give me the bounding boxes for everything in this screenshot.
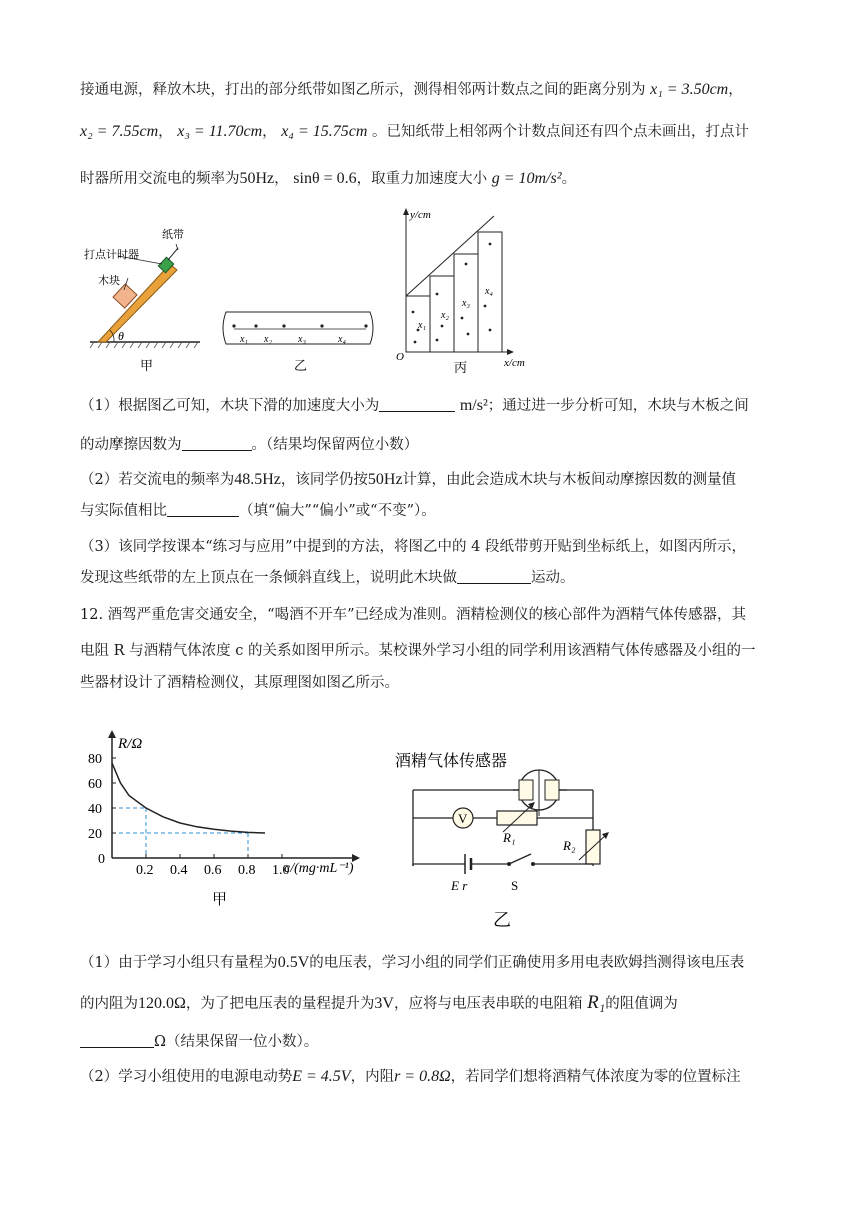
value-x1: x₁ = 3.50cm bbox=[650, 81, 729, 98]
caption-bing: 丙 bbox=[454, 361, 468, 376]
value-freq-3: 50Hz bbox=[367, 471, 403, 488]
block-label: 木块 bbox=[98, 274, 120, 287]
answer-blank-friction[interactable] bbox=[182, 436, 252, 451]
q11-3-text-a: （3）该同学按课本“练习与应用”中提到的方法，将图乙中的 4 段纸带剪开贴到坐标纸上，如图丙所示， bbox=[80, 539, 746, 555]
q11-part3-line2 bbox=[80, 568, 575, 588]
origin-label: O bbox=[396, 351, 404, 363]
answer-blank-bias[interactable] bbox=[167, 502, 239, 517]
q11-part2-line2 bbox=[80, 501, 436, 521]
caption-yi: 乙 bbox=[294, 359, 308, 374]
intro-text: 接通电源，释放木块，打出的部分纸带如图乙所示，测得相邻两计数点之间的距离分别为 bbox=[80, 82, 646, 98]
chart-y-tick-label: 0 bbox=[98, 852, 105, 867]
intro-text-4: ，取重力加速度大小 bbox=[356, 171, 488, 187]
value-x4: x₄ = 15.75cm bbox=[281, 123, 368, 140]
axis-x-label: x/cm bbox=[504, 357, 525, 369]
q12-1-text-g: Ω（结果保留一位小数）。 bbox=[154, 1034, 319, 1050]
q11-part2-line1 bbox=[80, 470, 736, 490]
chart-axes bbox=[108, 730, 360, 862]
resistance-chart bbox=[80, 726, 400, 916]
q11-1-text-c: 的动摩擦因数为 bbox=[80, 437, 182, 453]
q12-part1-line3 bbox=[80, 1032, 318, 1052]
strip-x4: x₄ bbox=[485, 286, 493, 297]
q12-text-1: 12. 酒驾严重危害交通安全，“喝酒不开车”已经成为准则。酒精检测仪的核心部件为酒精气体传感器，其 bbox=[80, 607, 746, 623]
value-sin: sinθ = 0.6 bbox=[293, 170, 357, 187]
chart-x-tick-label: 0.8 bbox=[238, 863, 256, 878]
chart-x-tick-label: 1.0 bbox=[272, 863, 290, 878]
tape-x1: x₁ bbox=[240, 334, 248, 345]
value-x3: x₃ = 11.70cm bbox=[177, 123, 263, 140]
q11-part1-line1 bbox=[80, 396, 749, 416]
value-internal-resistance: 120.0Ω bbox=[138, 995, 186, 1012]
tape-x4: x₄ bbox=[338, 334, 346, 345]
incline-figure bbox=[84, 227, 200, 374]
q12-1-text-a: （1）由于学习小组只有量程为 bbox=[80, 955, 278, 971]
chart-y-tick-label: 80 bbox=[88, 752, 102, 767]
value-r1: R₁ bbox=[587, 992, 606, 1013]
switch-label: S bbox=[511, 878, 519, 893]
tape-x3: x₃ bbox=[298, 334, 306, 345]
tape-x2: x₂ bbox=[264, 334, 272, 345]
q11-3-text-b: 发现这些纸带的左上顶点在一条倾斜直线上，说明此木块做 bbox=[80, 570, 457, 586]
intro-text-3: 时器所用交流电的频率为 bbox=[80, 171, 240, 187]
tape-figure bbox=[223, 312, 373, 374]
chart-y-label: R/Ω bbox=[118, 736, 143, 752]
value-freq: 50Hz bbox=[239, 170, 275, 187]
timer-label: 打点计时器 bbox=[84, 248, 139, 261]
q11-1-text-a: （1）根据图乙可知，木块下滑的加速度大小为 bbox=[80, 398, 380, 414]
strip-x1: x₁ bbox=[418, 320, 426, 331]
q12-2-text-c: ，若同学们想将酒精气体浓度为零的位置标注 bbox=[450, 1069, 741, 1085]
strip-x2: x₂ bbox=[441, 310, 449, 321]
q12-part2-line1 bbox=[80, 1067, 741, 1087]
chart-tick-labels bbox=[88, 752, 290, 878]
intro-line-2: x₂ = 7.55cm， x₃ = 11.70cm， x₄ = 15.75cm 。已知纸带上相邻两个计数点间还有四个点未画出，打点计 bbox=[80, 123, 750, 140]
circuit-caption: 乙 bbox=[493, 910, 511, 931]
q11-2-text-c: 计算，由此会造成木块与木板间动摩擦因数的测量值 bbox=[402, 472, 737, 488]
value-emf: E = 4.5V bbox=[292, 1068, 351, 1085]
q12-1-text-f: 的阻值调为 bbox=[605, 996, 678, 1012]
q11-1-text-b: ；通过进一步分析可知，木块与木板之间 bbox=[487, 398, 749, 414]
answer-blank-motion[interactable] bbox=[457, 569, 531, 584]
q11-part1-line2 bbox=[80, 435, 418, 455]
q11-2-text-e: （填“偏大”“偏小”或“不变”）。 bbox=[239, 503, 436, 519]
chart-x-label: c/(mg·mL⁻¹) bbox=[284, 861, 354, 876]
value-x2: x₂ = 7.55cm bbox=[80, 123, 159, 140]
q12-1-text-e: ，应将与电压表串联的电阻箱 bbox=[393, 996, 583, 1012]
strip-x3: x₃ bbox=[462, 298, 470, 309]
chart-x-tick-label: 0.2 bbox=[136, 863, 154, 878]
theta-label: θ bbox=[118, 329, 124, 343]
q12-line1 bbox=[80, 605, 746, 625]
chart-x-tick-label: 0.4 bbox=[170, 863, 188, 878]
q11-1-text-d: 。（结果均保留两位小数） bbox=[251, 437, 419, 453]
r1-resistor bbox=[497, 811, 537, 825]
switch-icon bbox=[509, 854, 531, 864]
q12-part1-line1 bbox=[80, 953, 744, 973]
chart-y-tick-label: 60 bbox=[88, 777, 102, 792]
chart-y-tick-label: 20 bbox=[88, 827, 102, 842]
value-freq-2: 48.5Hz bbox=[234, 471, 281, 488]
unit-ms2: m/s² bbox=[459, 397, 488, 414]
q12-1-text-c: 的内阻为 bbox=[80, 996, 138, 1012]
value-range-3v: 3V bbox=[374, 995, 394, 1012]
q12-line3 bbox=[80, 673, 399, 693]
figure-11 bbox=[80, 200, 560, 380]
axis-y-label: y/cm bbox=[410, 209, 431, 221]
q12-1-text-b: 的电压表，学习小组的同学们正确使用多用电表欧姆挡测得该电压表 bbox=[309, 955, 745, 971]
caption-jia: 甲 bbox=[140, 359, 154, 374]
q12-text-3: 些器材设计了酒精检测仪，其原理图如图乙所示。 bbox=[80, 675, 399, 691]
value-g: g = 10m/s² bbox=[491, 170, 562, 187]
strip-figure bbox=[396, 208, 525, 376]
tape-label: 纸带 bbox=[162, 228, 184, 241]
q11-3-text-c: 运动。 bbox=[531, 570, 575, 586]
answer-blank-r1[interactable] bbox=[80, 1033, 154, 1048]
q11-part3-line1 bbox=[80, 537, 746, 557]
chart-y-arrow bbox=[108, 730, 116, 738]
r2-label: R₂ bbox=[563, 838, 576, 853]
intro-line-1: 接通电源，释放木块，打出的部分纸带如图乙所示，测得相邻两计数点之间的距离分别为 x₁ = 3.50cm， bbox=[80, 81, 743, 98]
circuit-diagram bbox=[395, 742, 635, 932]
chart-guides bbox=[112, 808, 248, 858]
voltmeter-label: V bbox=[458, 811, 468, 826]
q12-2-text-a: （2）学习小组使用的电源电动势 bbox=[80, 1069, 293, 1085]
intro-text-2: 。已知纸带上相邻两个计数点间还有四个点未画出，打点计 bbox=[372, 124, 750, 140]
q11-2-text-b: ，该同学仍按 bbox=[280, 472, 368, 488]
answer-blank-acceleration[interactable] bbox=[379, 397, 455, 412]
chart-curve-line bbox=[112, 763, 265, 833]
q12-part1-line2 bbox=[80, 993, 678, 1014]
q11-2-text-a: （2）若交流电的频率为 bbox=[80, 472, 235, 488]
q11-2-text-d: 与实际值相比 bbox=[80, 503, 167, 519]
chart-caption: 甲 bbox=[212, 890, 228, 908]
battery-label: E r bbox=[451, 878, 468, 893]
r1-label: R₁ bbox=[503, 830, 516, 845]
value-internal-r: r = 0.8Ω bbox=[394, 1068, 451, 1085]
q12-line2 bbox=[80, 641, 755, 661]
value-range-05v: 0.5V bbox=[277, 954, 310, 971]
chart-y-tick-label: 40 bbox=[88, 802, 102, 817]
intro-line-3: 时器所用交流电的频率为50Hz， sinθ = 0.6，取重力加速度大小 g = 10m/s²。 bbox=[80, 170, 577, 187]
q12-2-text-b: ，内阻 bbox=[350, 1069, 395, 1085]
sensor-label: 酒精气体传感器 bbox=[395, 751, 508, 770]
q12-1-text-d: ，为了把电压表的量程提升为 bbox=[185, 996, 375, 1012]
q12-text-2: 电阻 R 与酒精气体浓度 c 的关系如图甲所示。某校课外学习小组的同学利用该酒精气体传感器及小组的一 bbox=[80, 643, 756, 659]
chart-x-tick-label: 0.6 bbox=[204, 863, 222, 878]
